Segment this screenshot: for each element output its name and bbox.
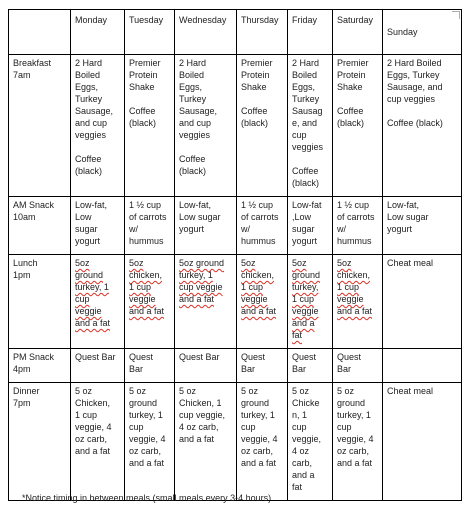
cell-breakfast-friday: 2 Hard Boiled Eggs, Turkey Sausag e, and cup veggies Coffee (black) — [288, 55, 333, 197]
cell-pm-snack-sunday — [383, 349, 462, 383]
cell-pm-snack-tuesday: Quest Bar — [125, 349, 175, 383]
meal-plan-table — [8, 9, 462, 501]
pm-snack-row — [9, 349, 462, 383]
cell-dinner-monday: 5 oz Chicken, 1 cup veggie, 4 oz carb, and a fat — [71, 383, 125, 501]
day-header-wednesday: Wednesday — [175, 10, 237, 55]
corner-cell — [9, 10, 71, 55]
resize-handle-icon[interactable] — [452, 11, 460, 19]
cell-am-snack-monday: Low-fat, Low sugar yogurt — [71, 197, 125, 255]
cell-lunch-friday: 5oz ground turkey, 1 cup veggie and a fat — [288, 255, 333, 349]
day-header-monday: Monday — [71, 10, 125, 55]
row-label-am-snack: AM Snack 10am — [9, 197, 71, 255]
day-header-friday: Friday — [288, 10, 333, 55]
cell-am-snack-wednesday: Low-fat, Low sugar yogurt — [175, 197, 237, 255]
cell-breakfast-thursday: Premier Protein Shake Coffee (black) — [237, 55, 288, 197]
cell-lunch-tuesday: 5oz chicken, 1 cup veggie and a fat — [125, 255, 175, 349]
cell-dinner-tuesday: 5 oz ground turkey, 1 cup veggie, 4 oz carb, and a fat — [125, 383, 175, 501]
cell-lunch-sunday: Cheat meal — [383, 255, 462, 349]
cell-dinner-thursday: 5 oz ground turkey, 1 cup veggie, 4 oz carb, and a fat — [237, 383, 288, 501]
cell-dinner-wednesday: 5 oz Chicken, 1 cup veggie, 4 oz carb, and a fat — [175, 383, 237, 501]
footnote: *Notice timing in between meals (small meals every 3-4 hours) — [22, 493, 272, 503]
cell-lunch-thursday: 5oz chicken, 1 cup veggie and a fat — [237, 255, 288, 349]
cell-am-snack-thursday: 1 ½ cup of carrots w/ hummus — [237, 197, 288, 255]
day-header-saturday: Saturday — [333, 10, 383, 55]
cell-am-snack-friday: Low-fat ,Low sugar yogurt — [288, 197, 333, 255]
cell-pm-snack-wednesday: Quest Bar — [175, 349, 237, 383]
cell-lunch-wednesday: 5oz ground turkey, 1 cup veggie and a fat — [175, 255, 237, 349]
row-label-pm-snack: PM Snack 4pm — [9, 349, 71, 383]
day-header-sunday — [383, 10, 462, 55]
cell-pm-snack-friday: Quest Bar — [288, 349, 333, 383]
day-header-sunday-label: Sunday — [387, 27, 418, 37]
cell-am-snack-sunday: Low-fat, Low sugar yogurt — [383, 197, 462, 255]
row-label-lunch: Lunch 1pm — [9, 255, 71, 349]
cell-pm-snack-monday: Quest Bar — [71, 349, 125, 383]
lunch-row — [9, 255, 462, 349]
header-row — [9, 10, 462, 55]
breakfast-row — [9, 55, 462, 197]
row-label-breakfast: Breakfast 7am — [9, 55, 71, 197]
cell-breakfast-saturday: Premier Protein Shake Coffee (black) — [333, 55, 383, 197]
cell-lunch-monday: 5oz ground turkey, 1 cup veggie and a fat — [71, 255, 125, 349]
cell-dinner-friday: 5 oz Chicke n, 1 cup veggie, 4 oz carb, and a fat — [288, 383, 333, 501]
cell-dinner-sunday: Cheat meal — [383, 383, 462, 501]
cell-pm-snack-thursday: Quest Bar — [237, 349, 288, 383]
cell-am-snack-tuesday: 1 ½ cup of carrots w/ hummus — [125, 197, 175, 255]
cell-breakfast-monday: 2 Hard Boiled Eggs, Turkey Sausage, and cup veggies Coffee (black) — [71, 55, 125, 197]
cell-dinner-saturday: 5 oz ground turkey, 1 cup veggie, 4 oz carb, and a fat — [333, 383, 383, 501]
cell-breakfast-sunday: 2 Hard Boiled Eggs, Turkey Sausage, and cup veggies Coffee (black) — [383, 55, 462, 197]
day-header-thursday: Thursday — [237, 10, 288, 55]
am-snack-row — [9, 197, 462, 255]
cell-breakfast-wednesday: 2 Hard Boiled Eggs, Turkey Sausage, and cup veggies Coffee (black) — [175, 55, 237, 197]
cell-breakfast-tuesday: Premier Protein Shake Coffee (black) — [125, 55, 175, 197]
cell-am-snack-saturday: 1 ½ cup of carrots w/ hummus — [333, 197, 383, 255]
dinner-row — [9, 383, 462, 501]
row-label-dinner: Dinner 7pm — [9, 383, 71, 501]
cell-lunch-saturday: 5oz chicken, 1 cup veggie and a fat — [333, 255, 383, 349]
cell-pm-snack-saturday: Quest Bar — [333, 349, 383, 383]
day-header-tuesday: Tuesday — [125, 10, 175, 55]
